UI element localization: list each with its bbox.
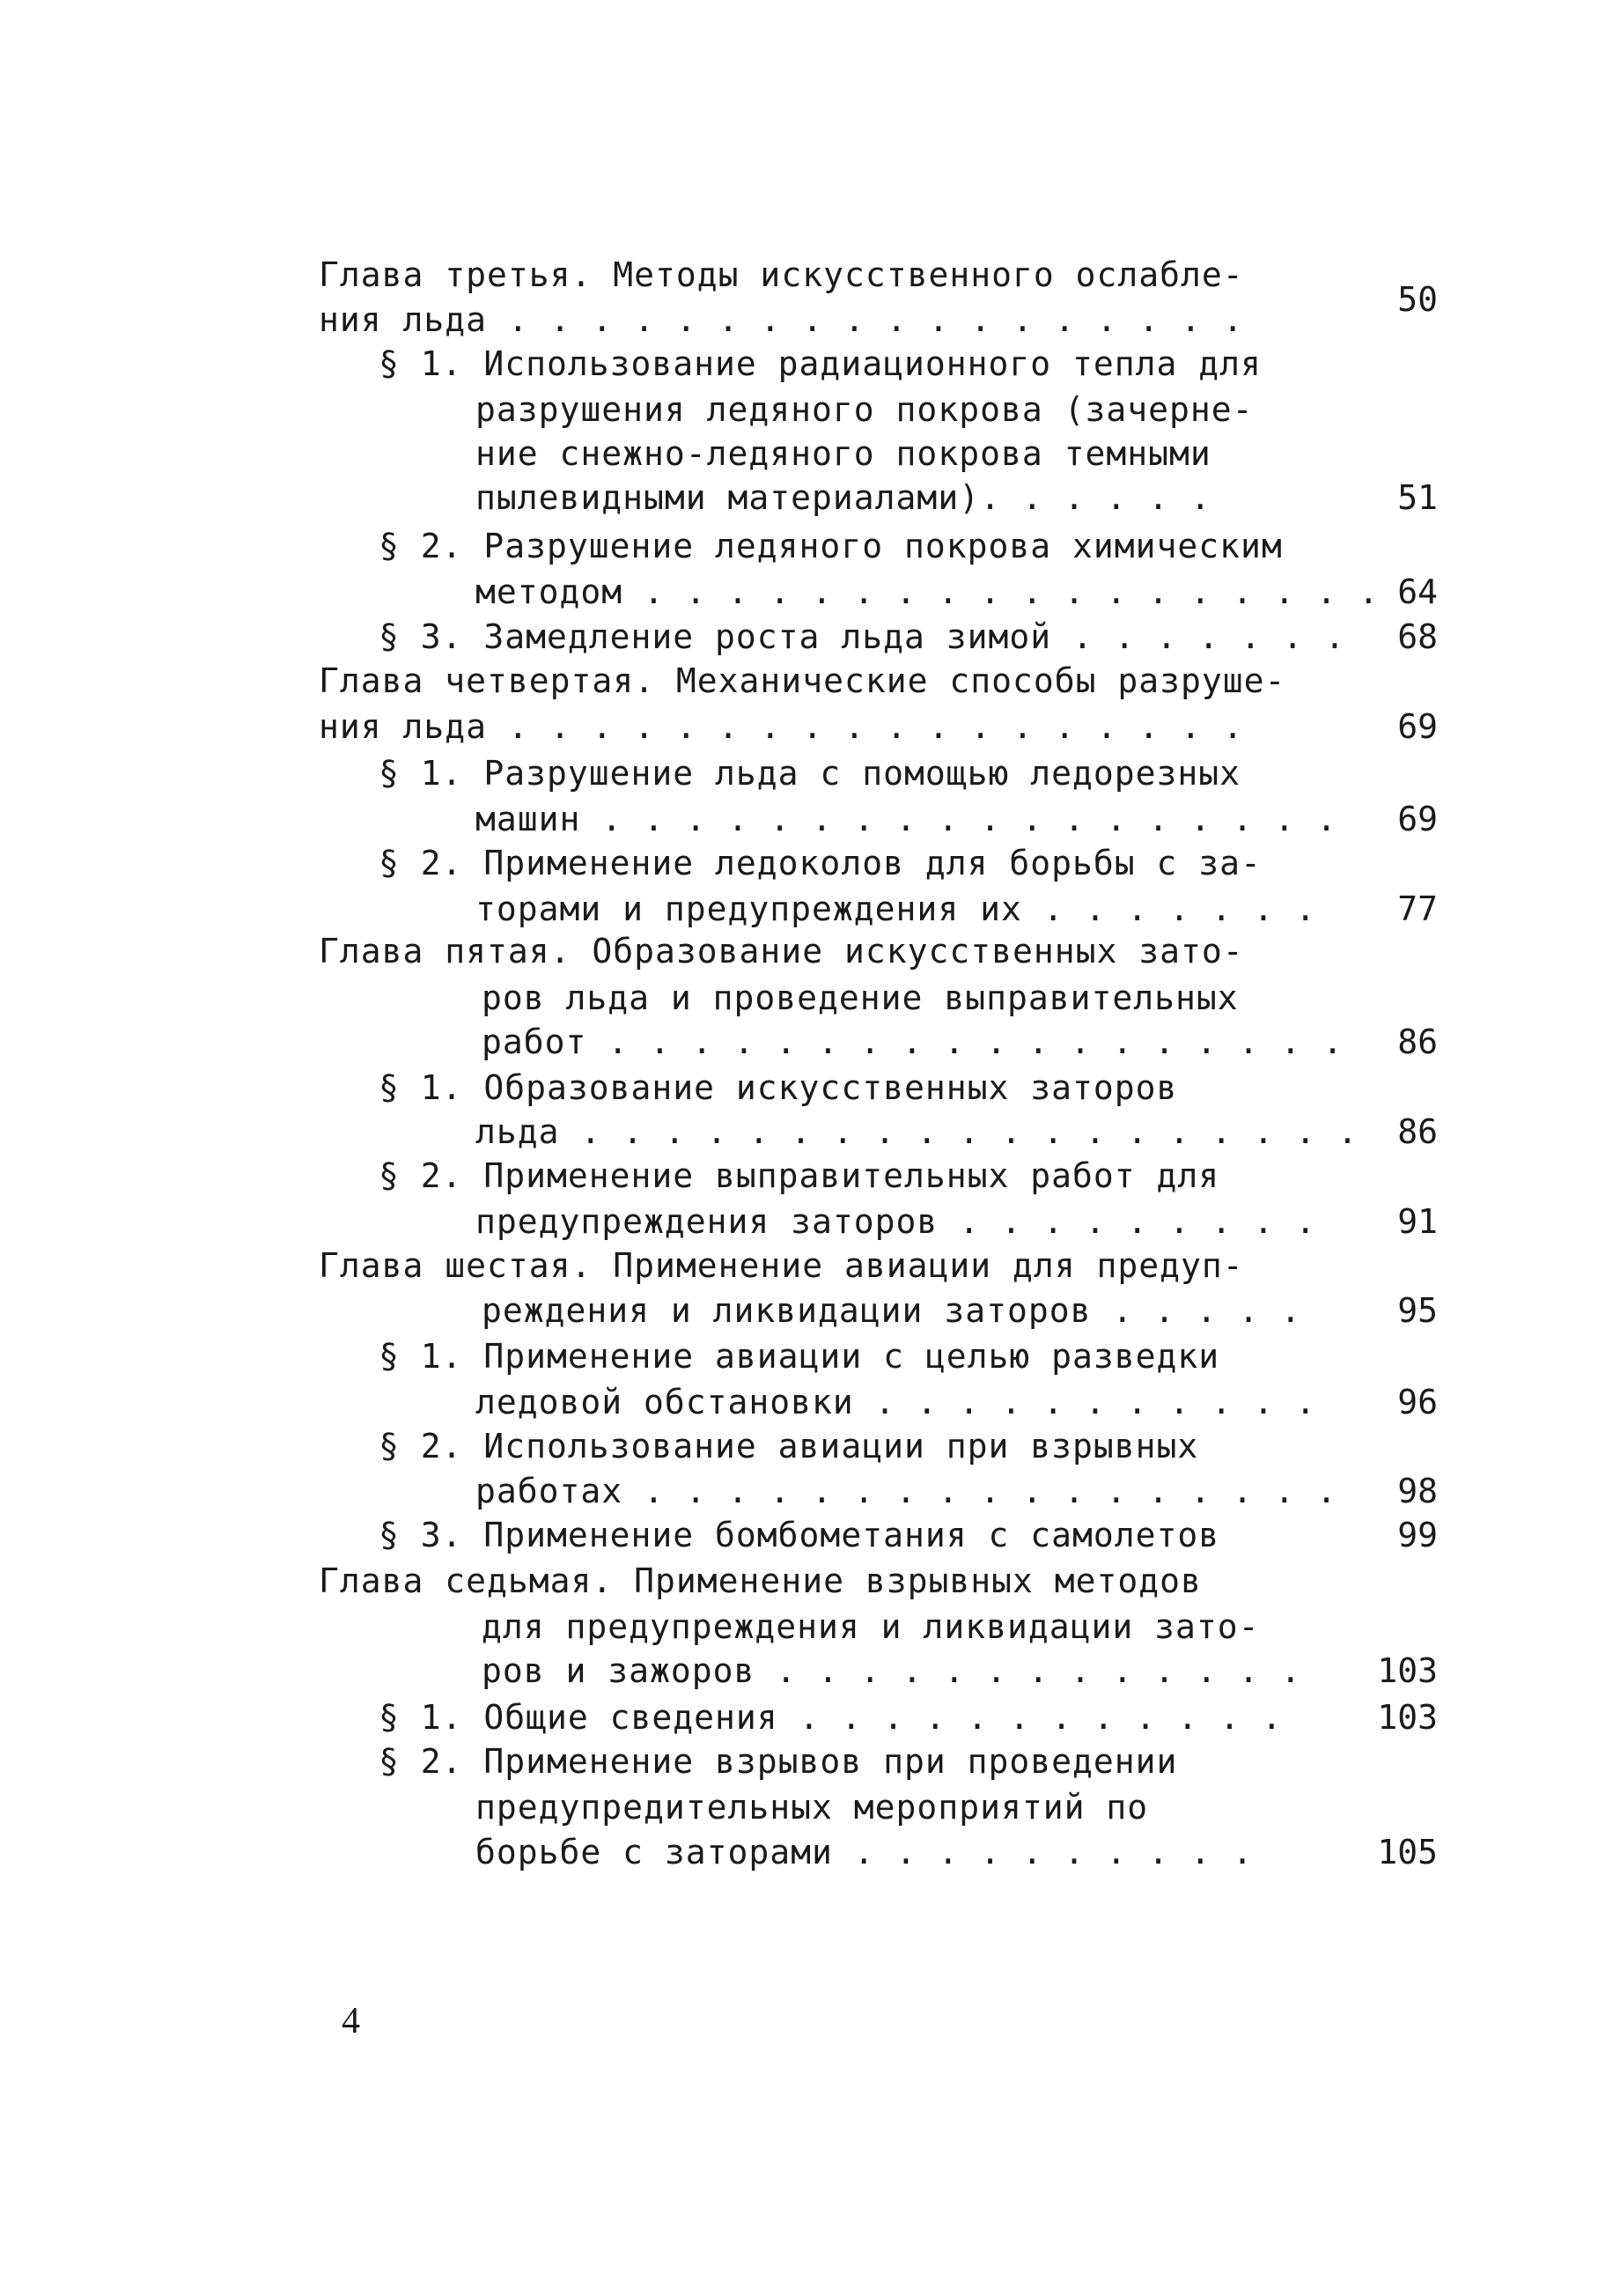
- toc-page-number: 86: [1397, 1022, 1438, 1061]
- toc-page-number: 103: [1377, 1651, 1438, 1690]
- toc-section-line: ние снежно-ледяного покрова темными: [475, 434, 1211, 473]
- toc-section-line: § 3. Применение бомбометания с самолетов: [379, 1516, 1220, 1554]
- toc-section-line: § 2. Применение взрывов при проведении: [379, 1742, 1178, 1781]
- toc-section-line: методом . . . . . . . . . . . . . . . . . .: [475, 572, 1380, 611]
- toc-page-number: 51: [1397, 478, 1438, 517]
- toc-page-number: 98: [1397, 1472, 1438, 1510]
- toc-page-number: 68: [1397, 617, 1438, 656]
- toc-section-line: § 1. Образование искусственных заторов: [379, 1068, 1178, 1107]
- toc-section-line: разрушения ледяного покрова (зачерне-: [475, 390, 1254, 429]
- toc-section-line: § 1. Применение авиации с целью разведки: [379, 1337, 1220, 1376]
- toc-section-line: § 2. Применение выправительных работ для: [379, 1156, 1220, 1195]
- toc-section-line: § 1. Общие сведения . . . . . . . . . . . .: [379, 1698, 1283, 1737]
- toc-chapter-line: ния льда . . . . . . . . . . . . . . . . . .: [319, 707, 1244, 746]
- toc-chapter-line: ров и зажоров . . . . . . . . . . . . .: [482, 1651, 1302, 1690]
- toc-section-line: пылевидными материалами). . . . . .: [475, 478, 1211, 517]
- toc-section-line: предупреждения заторов . . . . . . . . .: [475, 1202, 1317, 1241]
- toc-page-number: 99: [1397, 1516, 1438, 1554]
- toc-section-line: торами и предупреждения их . . . . . . .: [475, 890, 1317, 928]
- toc-chapter-line: реждения и ликвидации заторов . . . . .: [482, 1291, 1302, 1330]
- toc-chapter-line: ров льда и проведение выправительных: [482, 978, 1239, 1017]
- toc-page-number: 64: [1397, 572, 1438, 611]
- toc-page-number: 91: [1397, 1202, 1438, 1241]
- toc-page-number: 105: [1377, 1833, 1438, 1871]
- page-number: 4: [342, 2001, 360, 2041]
- toc-page-number: 95: [1397, 1291, 1438, 1330]
- toc-chapter-line: Глава третья. Методы искусственного ослабле-: [319, 255, 1244, 294]
- toc-page-number: 103: [1377, 1698, 1438, 1737]
- toc-chapter-line: Глава четвертая. Механические способы разруше-: [319, 661, 1286, 700]
- toc-chapter-line: Глава пятая. Образование искусственных зато-: [319, 932, 1244, 971]
- toc-section-line: борьбе с заторами . . . . . . . . . .: [475, 1833, 1254, 1871]
- toc-section-line: предупредительных мероприятий по: [475, 1788, 1149, 1827]
- toc-section-line: ледовой обстановки . . . . . . . . . . .: [475, 1383, 1317, 1421]
- toc-section-line: § 1. Использование радиационного тепла для: [379, 344, 1262, 383]
- toc-section-line: § 2. Применение ледоколов для борьбы с за-: [379, 844, 1262, 882]
- toc-chapter-line: для предупреждения и ликвидации зато-: [482, 1607, 1260, 1646]
- toc-chapter-line: Глава седьмая. Применение взрывных методов: [319, 1561, 1202, 1600]
- toc-page-number: 86: [1397, 1112, 1438, 1151]
- toc-section-line: § 2. Использование авиации при взрывных: [379, 1427, 1199, 1465]
- toc-section-line: льда . . . . . . . . . . . . . . . . . . .: [475, 1112, 1359, 1151]
- toc-section-line: § 3. Замедление роста льда зимой . . . . . . .: [379, 617, 1346, 656]
- toc-section-line: § 2. Разрушение ледяного покрова химическим: [379, 527, 1283, 565]
- toc-page-number: 96: [1397, 1383, 1438, 1421]
- toc-section-line: § 1. Разрушение льда с помощью ледорезных: [379, 754, 1241, 793]
- toc-chapter-line: ния льда . . . . . . . . . . . . . . . . . .: [319, 300, 1244, 339]
- toc-chapter-line: Глава шестая. Применение авиации для предуп-: [319, 1246, 1244, 1285]
- toc-page-number: 50: [1397, 280, 1438, 319]
- toc-section-line: машин . . . . . . . . . . . . . . . . . .: [475, 800, 1337, 838]
- toc-section-line: работах . . . . . . . . . . . . . . . . .: [475, 1472, 1337, 1510]
- toc-page-number: 69: [1397, 707, 1438, 746]
- toc-page-number: 77: [1397, 890, 1438, 928]
- toc-chapter-line: работ . . . . . . . . . . . . . . . . . .: [482, 1022, 1344, 1061]
- toc-page-number: 69: [1397, 800, 1438, 838]
